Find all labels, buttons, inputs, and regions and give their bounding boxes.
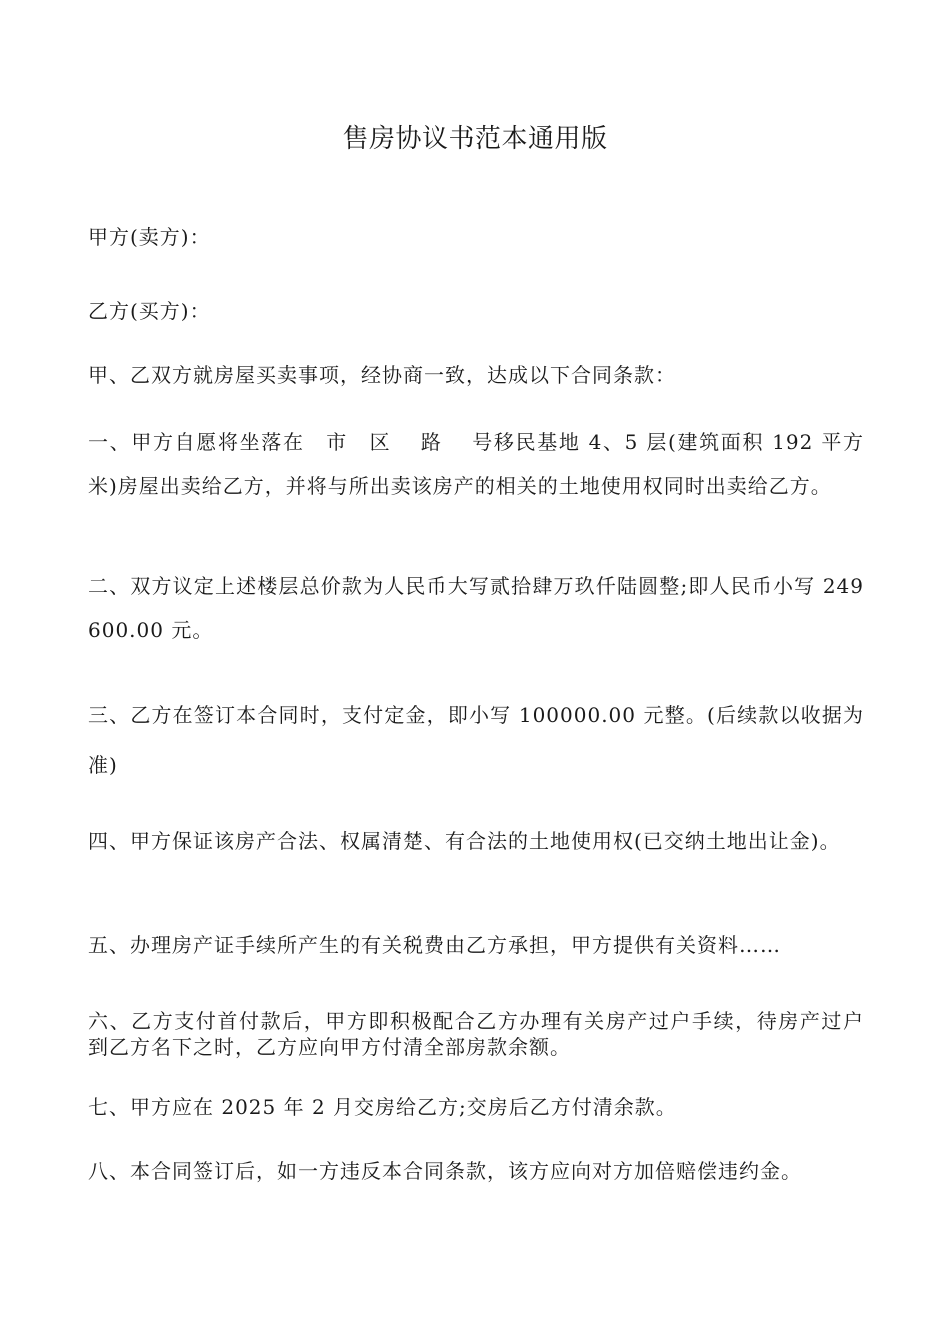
clause-3: 三、乙方在签订本合同时，支付定金，即小写 100000.00 元整。(后续款以收据为准)	[88, 703, 864, 777]
intro-paragraph: 甲、乙双方就房屋买卖事项，经协商一致，达成以下合同条款：	[88, 363, 676, 387]
clause-6: 六、乙方支付首付款后，甲方即积极配合乙方办理有关房产过户手续，待房产过户到乙方名下之时，乙方应向甲方付清全部房款余额。	[88, 1009, 864, 1059]
document-title: 售房协议书范本通用版	[342, 124, 608, 154]
clause-2: 二、双方议定上述楼层总价款为人民币大写贰拾肆万玖仟陆圆整;即人民币小写 249600.00 元。	[88, 574, 864, 642]
party-b-line: 乙方(买方)：	[88, 299, 211, 323]
clause-7: 七、甲方应在 2025 年 2 月交房给乙方;交房后乙方付清余款。	[88, 1095, 677, 1119]
clause-5: 五、办理房产证手续所产生的有关税费由乙方承担，甲方提供有关资料……	[88, 933, 781, 957]
clause-8: 八、本合同签订后，如一方违反本合同条款，该方应向对方加倍赔偿违约金。	[88, 1159, 802, 1183]
party-a-line: 甲方(卖方)：	[88, 225, 211, 249]
clause-4: 四、甲方保证该房产合法、权属清楚、有合法的土地使用权(已交纳土地出让金)。	[88, 829, 841, 853]
clause-1: 一、甲方自愿将坐落在 市 区 路 号移民基地 4、5 层(建筑面积 192 平方米)房屋出卖给乙方，并将与所出卖该房产的相关的土地使用权同时出卖给乙方。	[88, 430, 864, 498]
